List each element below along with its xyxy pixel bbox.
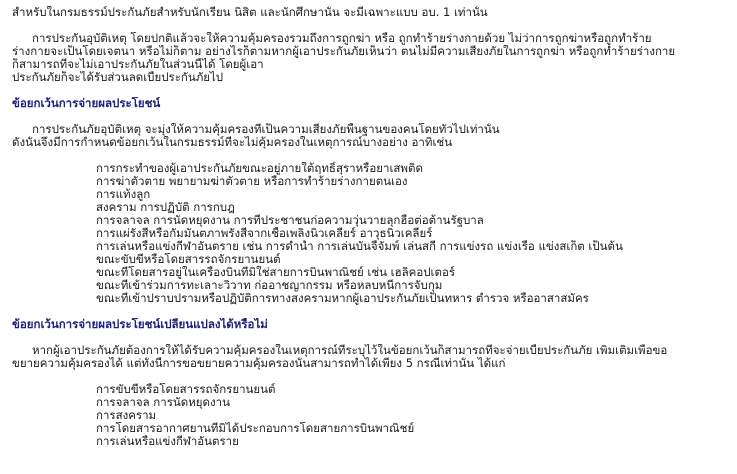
- section-heading-exclusion-changes: ข้อยกเว้นการจ่ายผลประโยชน์เปลี่ยนแปลงได้หรือไม่: [12, 318, 268, 331]
- paragraph-line: ขยายความคุ้มครองได้ แต่ทั้งนี้การขอขยายความคุ้มครองนั้นสามารถทำได้เพียง 5 กรณีเท่านั้น ได้แก่: [12, 357, 506, 370]
- paragraph-line: ก็สามารถที่จะไม่เอาประกันภัยในส่วนนี้ได้ โดยผู้เอา: [12, 58, 264, 71]
- list-item: 4. การโดยสารอากาศยานที่มิได้ประกอบการโดยสายการบินพาณิชย์: [92, 422, 725, 435]
- list-item: 4. สงคราม การปฏิบัติ การกบฎ: [92, 201, 725, 214]
- paragraph-line: หากผู้เอาประกันภัยต้องการให้ได้รับความคุ้มครองในเหตุการณ์ที่ระบุไว้ในข้อยกเว้นก็สามารถที่จะจ่ายเบี้ยประกันภัย เพิ่มเติมเพื่อขอ: [32, 344, 668, 357]
- paragraph-exclusions-intro: [12, 123, 725, 149]
- extension-list: [12, 383, 725, 448]
- intro-line: สำหรับในกรมธรรม์ประกันภัยสำหรับนักเรียน นิสิต และนักศึกษานั้น จะมีเฉพาะแบบ อบ. 1 เท่านั้น: [12, 6, 488, 19]
- spacer: [12, 305, 725, 318]
- spacer: [12, 19, 725, 32]
- paragraph-line: การประกันภัยอุบัติเหตุ จะมุ่งให้ความคุ้มครองที่เป็นความเสี่ยงภัยพื้นฐานของคนโดยทั่วไปเท่านั้น: [32, 123, 500, 136]
- spacer: [12, 84, 725, 97]
- spacer: [12, 331, 725, 344]
- list-item: 5. การจลาจล การนัดหยุดงาน การที่ประชาชนก่อความวุ่นวายลุกฮือต่อต้านรัฐบาล: [92, 214, 725, 227]
- list-item: 10. ขณะที่เข้าร่วมการทะเลาะวิวาท ก่ออาชญากรรม หรือหลบหนีการจับกุม: [92, 279, 725, 292]
- list-item: 5. การเล่นหรือแข่งกีฬาอันตราย: [92, 435, 725, 448]
- list-item: 3. การสงคราม: [92, 409, 725, 422]
- list-item: 1. การกระทำของผู้เอาประกันภัยขณะอยู่ภายใต้ฤทธิ์สุราหรือยาเสพติด: [92, 162, 725, 175]
- section-heading-exclusions: ข้อยกเว้นการจ่ายผลประโยชน์: [12, 97, 161, 110]
- list-item: 1. การขับขี่หรือโดยสารรถจักรยานยนต์: [92, 383, 725, 396]
- list-item: 2. การฆ่าตัวตาย พยายามฆ่าตัวตาย หรือการทำร้ายร่างกายตนเอง: [92, 175, 725, 188]
- list-item: 3. การแท้งลูก: [92, 188, 725, 201]
- list-item: 2. การจลาจล การนัดหยุดงาน: [92, 396, 725, 409]
- exclusions-list: [12, 162, 725, 305]
- paragraph-ordinary-coverage: [12, 32, 725, 84]
- paragraph-line: ดังนั้นจึงมีการกำหนดข้อยกเว้นในกรมธรรม์ที่จะไม่คุ้มครองในเหตุการณ์บางอย่าง อาทิเช่น: [12, 136, 453, 149]
- spacer: [12, 110, 725, 123]
- list-item: 8. ขณะขับขี่หรือโดยสารรถจักรยานยนต์: [92, 253, 725, 266]
- paragraph-line: การประกันอุบัติเหตุ โดยปกติแล้วจะให้ความคุ้มครองรวมถึงการถูกฆ่า หรือ ถูกทำร้ายร่างกายด้วย ไม่ว่าการถูกฆ่าหรือถูกทำร้าย: [32, 32, 652, 45]
- list-item: 7. การเล่นหรือแข่งกีฬาอันตราย เช่น การดำน้ำ การเล่นบันจี้จัมพ์ เล่นสกี การแข่งรถ แข่งเรือ แข่งสเก็ต เป็นต้น: [92, 240, 725, 253]
- list-item: 11. ขณะที่เข้าปราบปรามหรือปฏิบัติการทางสงครามหากผู้เอาประกันภัยเป็นทหาร ตำรวจ หรืออาสาสมัคร: [92, 292, 725, 305]
- paragraph-line: ร่างกายจะเป็นโดยเจตนา หรือไม่ก็ตาม อย่างไรก็ตามหากผู้เอาประกันภัยเห็นว่า ตนไม่มีความเสี่ยงภัยในการถูกฆ่า หรือถูกทำร้ายร่างกาย: [12, 45, 676, 58]
- paragraph-extension: [12, 344, 725, 370]
- spacer: [12, 149, 725, 162]
- spacer: [12, 370, 725, 383]
- list-item: 6. การแผ่รังสีหรือกัมมันตภาพรังสีจากเชื้อเพลิงนิวเคลียร์ อาวุธนิวเคลียร์: [92, 227, 725, 240]
- list-item: 9. ขณะที่โดยสารอยู่ในเครื่องบินที่มิใช่สายการบินพาณิชย์ เช่น เฮลิคอปเตอร์: [92, 266, 725, 279]
- paragraph-line: ประกันภัยก็จะได้รับส่วนลดเบี้ยประกันภัยไป: [12, 71, 224, 84]
